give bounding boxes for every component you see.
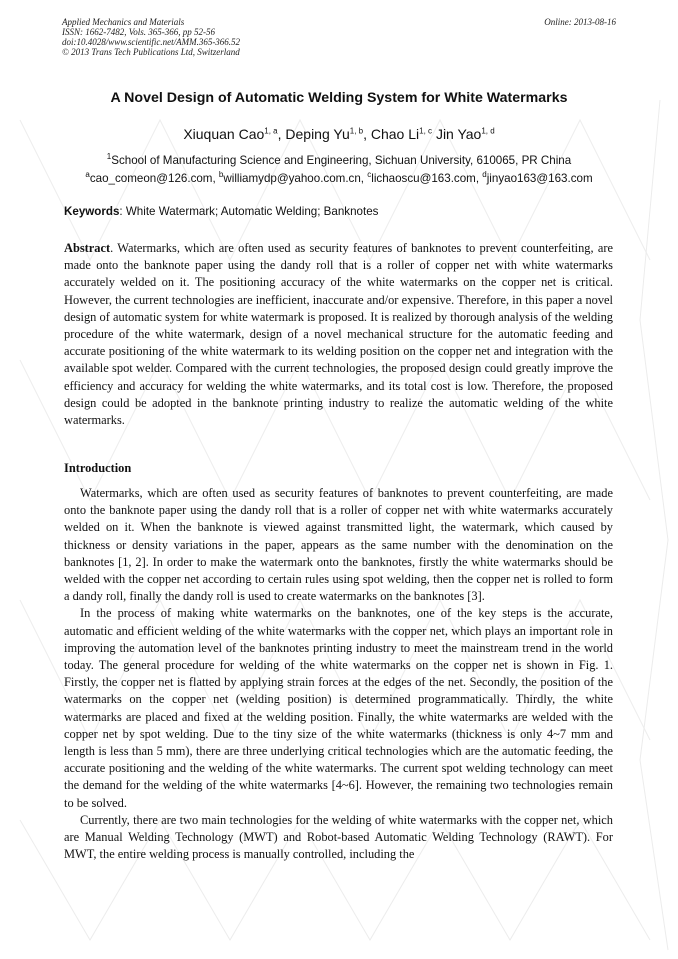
author-affiliation-marker: 1, a <box>264 126 278 136</box>
copyright-line: © 2013 Trans Tech Publications Ltd, Switzerland <box>62 47 240 57</box>
author-affiliation-marker: 1, b <box>349 126 364 136</box>
journal-header <box>62 17 240 57</box>
introduction-body <box>64 485 613 863</box>
paper-title: A Novel Design of Automatic Welding System for White Watermarks <box>110 90 568 106</box>
email-address[interactable]: lichaoscu@163.com <box>371 172 476 185</box>
author-name: Xiuquan Cao <box>183 126 265 142</box>
paragraph: Currently, there are two main technologies for the welding of white watermarks with the copper net, which are Manual Welding Technology (MWT) and Robot-based Automatic Welding Technology (RAWT). For MWT, the entire welding process is manually controlled, including the <box>64 812 613 862</box>
paragraph: In the process of making white watermarks on the banknotes, one of the key steps is the accurate, automatic and efficient welding of the white watermarks with the copper net, which plays an important role in improving the automation level of the banknotes printing industry to meet the mainstream trend in the world today. The general procedure for welding of the white watermarks on the copper net is shown in Fig. 1. Firstly, the copper net is flatted by applying strain forces at the edges of the net. Secondly, the position of the watermarks on the copper net (welding position) is determined programmatically. Thirdly, the white watermarks are placed and fixed at the welding position. Finally, the white watermarks are welded with the copper net by spot welding. Due to the tiny size of the white watermarks (thickness is only 4~7 mm and length is less than 5 mm), there are three underlying critical technologies which are the automatic feeding, the accurate positioning and the welding of the white watermarks. The current spot welding technology can meet the demand for the welding of the white watermarks [4~6]. However, the remaining two technologies remain to be solved. <box>64 606 613 810</box>
issn-line: ISSN: 1662-7482, Vols. 365-366, pp 52-56 <box>62 27 215 37</box>
abstract <box>64 240 613 429</box>
affiliation-text: School of Manufacturing Science and Engineering, Sichuan University, 610065, PR China <box>111 154 572 167</box>
abstract-label: Abstract <box>64 241 111 255</box>
author-name: Deping Yu <box>285 126 350 142</box>
abstract-text: . Watermarks, which are often used as security features of banknotes to prevent counterfeiting, are made onto the banknote paper using the dandy roll that is a roller of copper net with white watermarks accurately welded on it. The positioning accuracy of the white watermarks on the copper net is critical. However, the current technologies are inefficient, inaccurate and/or expensive. Therefore, in this paper a novel design of automatic system for white watermark is proposed. It is realized by thorough analysis of the welding procedure of the white watermark, design of a novel mechanical structure for the automatic feeding and accurate positioning of the white watermark to its welding position on the copper net and integration with the available spot welder. Compared with the current technologies, the proposed design could greatly improve the efficiency and accuracy for welding the white watermarks, and its total cost is low. Therefore, the proposed design could be adopted in the banknote printing industry to realize the automatic welding of the white watermarks. <box>64 241 613 428</box>
author-affiliation-marker: 1, d <box>481 126 495 136</box>
affiliation <box>40 154 638 167</box>
journal-name: Applied Mechanics and Materials <box>62 17 185 27</box>
email-list: $^a$cao_comeon@126.com, $^b$williamydp@yahoo.com.cn, $^c$lichaoscu@163.com, $^d$jinyao163@163.com <box>85 170 593 185</box>
doi-line: doi:10.4028/www.scientific.net/AMM.365-366.52 <box>62 37 241 47</box>
author-name: Jin Yao <box>435 126 482 142</box>
email-address[interactable]: jinyao163@163.com <box>486 172 593 185</box>
author-list: Xiuquan Cao$^{1, a}$, Deping Yu$^{1, b}$, Chao Li$^{1, c}$ Jin Yao$^{1, d}$ <box>183 126 495 142</box>
author-name: Chao Li <box>370 126 420 142</box>
email-address[interactable]: williamydp@yahoo.com.cn <box>223 172 361 185</box>
affiliation-marker: 1 <box>106 152 112 162</box>
email-address[interactable]: cao_comeon@126.com <box>89 172 213 185</box>
paragraph: Watermarks, which are often used as security features of banknotes to prevent counterfeiting, are made onto the banknote paper using the dandy roll that is a roller of copper net with white watermarks accurately welded on it. When the banknote is viewed against transmitted light, the watermark, which caused by thickness or density variations in the paper, appears as the same number with the denomination on the banknotes [1, 2]. In order to make the watermark onto the banknotes, firstly the white watermarks should be welded with the copper net according to certain rules using spot welding, then the copper net is rolled to form a dandy roll, finally the dandy roll is used to create watermarks on the banknotes [3]. <box>64 486 613 604</box>
keywords-label: Keywords <box>64 205 120 218</box>
keywords <box>64 205 378 218</box>
keywords-text: : White Watermark; Automatic Welding; Banknotes <box>119 205 379 218</box>
section-heading-introduction: Introduction <box>64 461 132 475</box>
online-date: Online: 2013-08-16 <box>544 17 616 27</box>
author-affiliation-marker: 1, c <box>419 126 433 136</box>
